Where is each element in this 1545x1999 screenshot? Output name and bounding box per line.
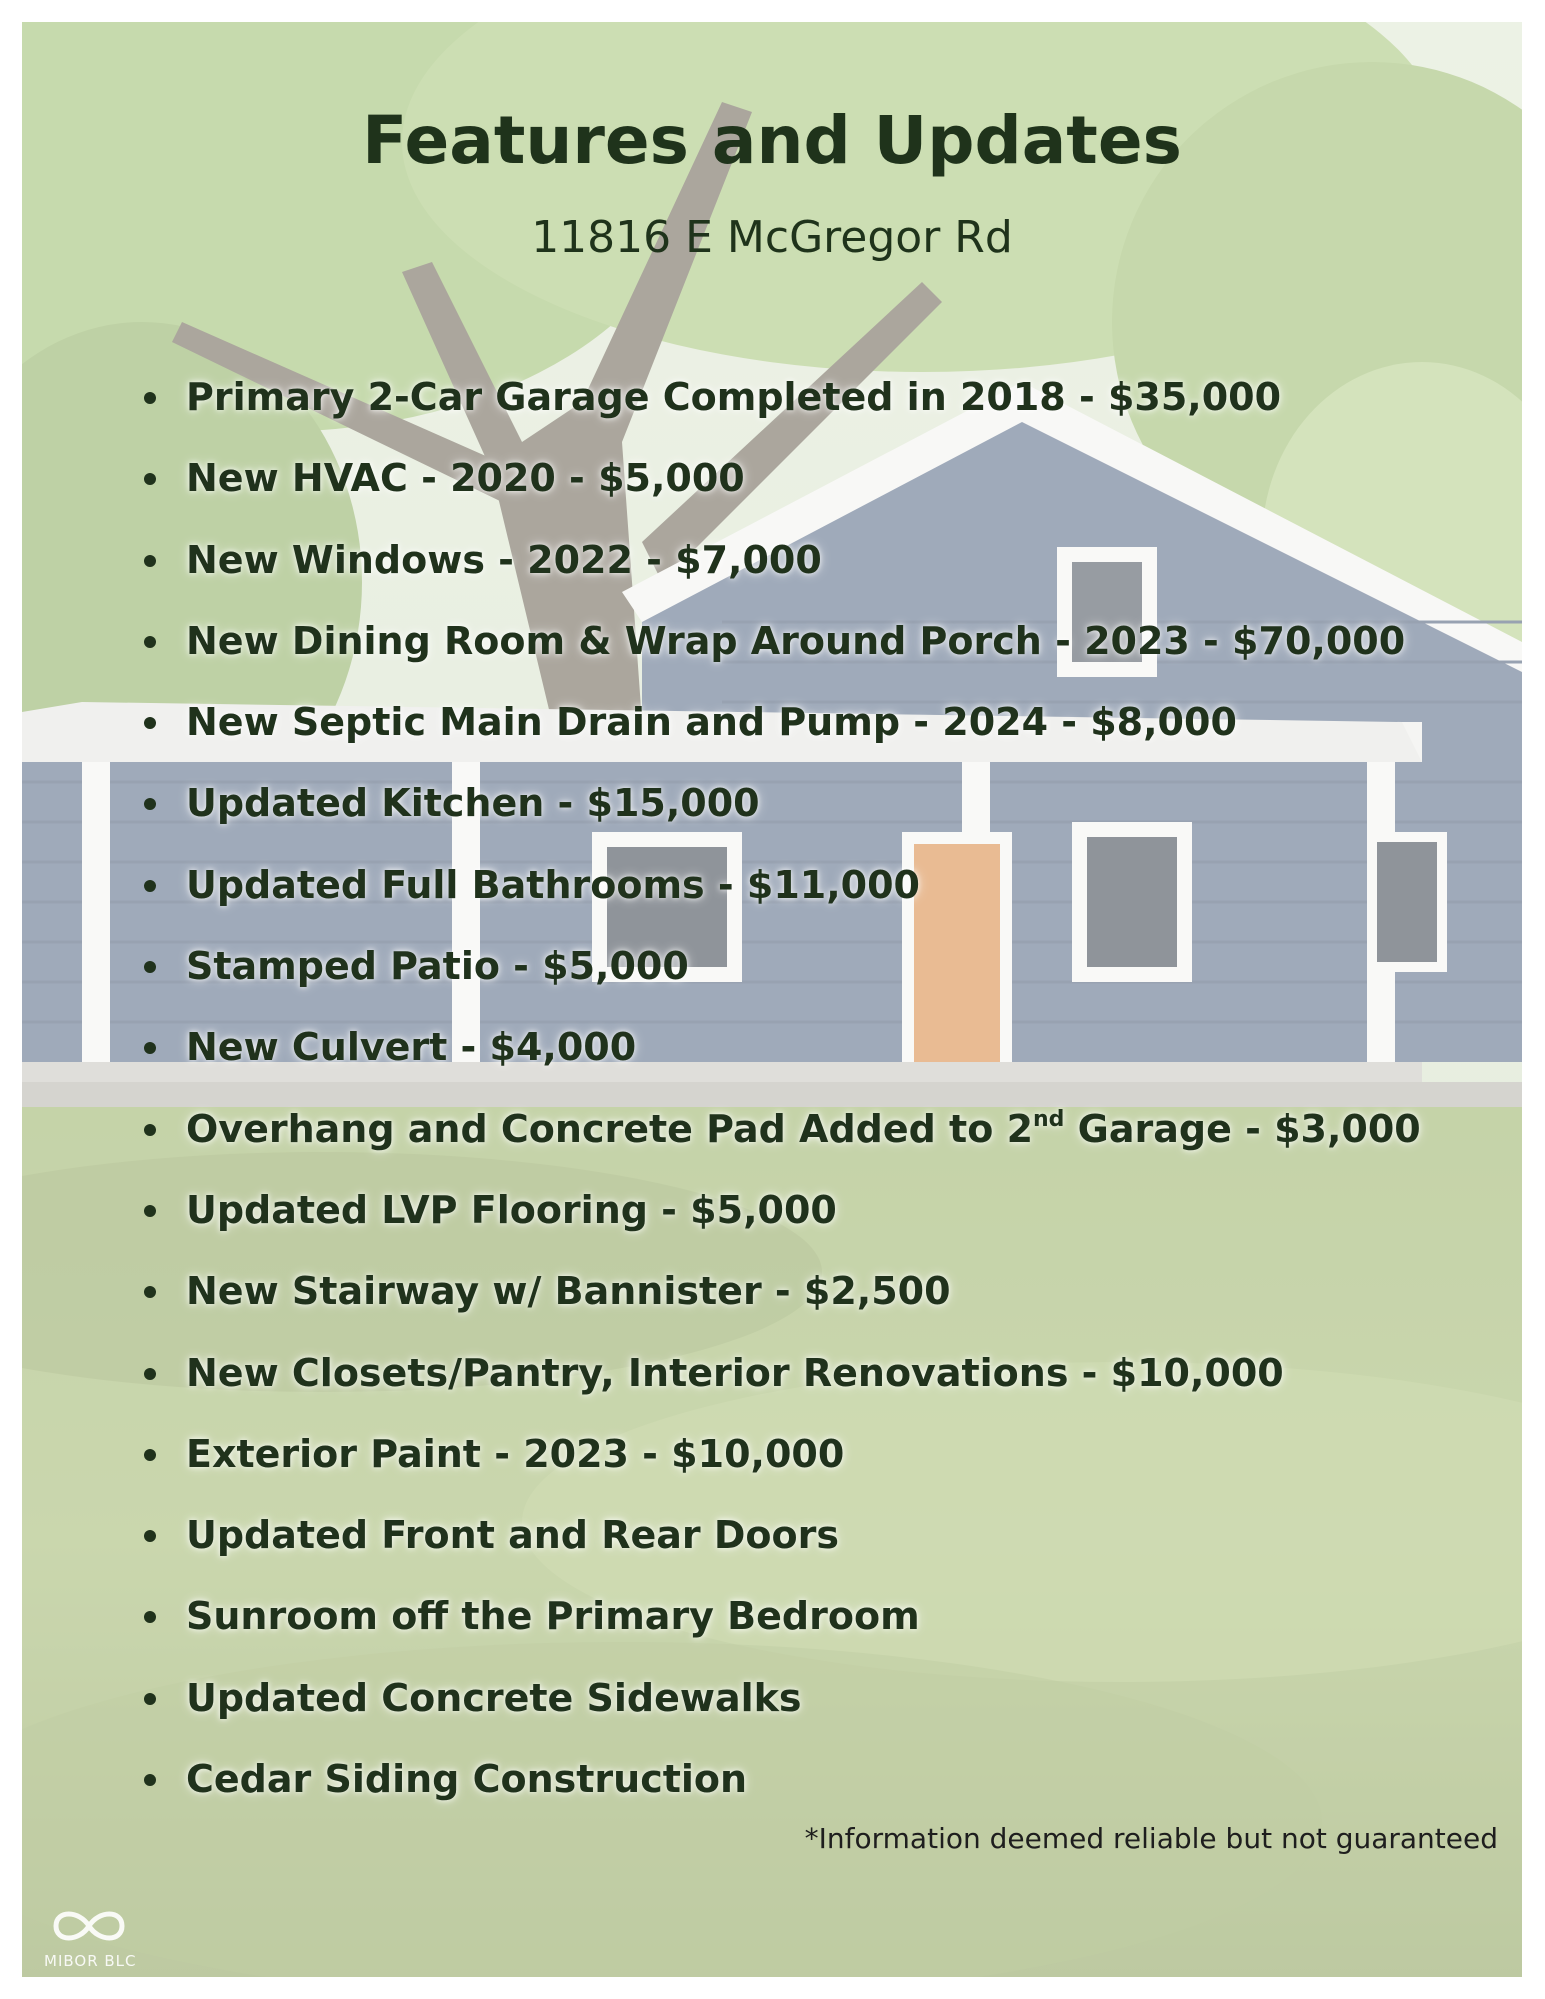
- feature-item: Updated Concrete Sidewalks: [122, 1658, 1502, 1739]
- feature-item: Cedar Siding Construction: [122, 1739, 1502, 1820]
- feature-item: Updated Front and Rear Doors: [122, 1495, 1502, 1576]
- bullet-icon: [144, 880, 156, 892]
- property-address: 11816 E McGregor Rd: [531, 212, 1013, 263]
- page-title: Features and Updates: [362, 102, 1182, 179]
- feature-item: New Septic Main Drain and Pump - 2024 - $8,000: [122, 682, 1502, 763]
- logo-text: MIBOR BLC: [44, 1952, 137, 1970]
- disclaimer-text: *Information deemed reliable but not guaranteed: [804, 1822, 1498, 1855]
- bullet-icon: [144, 798, 156, 810]
- bullet-icon: [144, 1774, 156, 1786]
- feature-item: Stamped Patio - $5,000: [122, 926, 1502, 1007]
- feature-item: Primary 2-Car Garage Completed in 2018 - $35,000: [122, 357, 1502, 438]
- feature-item-garage-overhang: Overhang and Concrete Pad Added to 2nd Garage - $3,000: [122, 1089, 1502, 1170]
- bullet-icon: [144, 473, 156, 485]
- bullet-icon: [144, 636, 156, 648]
- bullet-icon: [144, 1449, 156, 1461]
- bullet-icon: [144, 1530, 156, 1542]
- bullet-icon: [144, 961, 156, 973]
- feature-item: New Windows - 2022 - $7,000: [122, 520, 1502, 601]
- bullet-icon: [144, 1286, 156, 1298]
- feature-item: New Closets/Pantry, Interior Renovations - $10,000: [122, 1333, 1502, 1414]
- bullet-icon: [144, 392, 156, 404]
- bullet-icon: [144, 555, 156, 567]
- feature-item: New Culvert - $4,000: [122, 1007, 1502, 1088]
- bullet-icon: [144, 1205, 156, 1217]
- bullet-icon: [144, 1368, 156, 1380]
- mibor-logo: [44, 1902, 154, 1972]
- infinity-icon: [44, 1902, 134, 1950]
- feature-item: Sunroom off the Primary Bedroom: [122, 1576, 1502, 1657]
- features-list: [122, 357, 1502, 1820]
- bullet-icon: [144, 1042, 156, 1054]
- feature-item: Exterior Paint - 2023 - $10,000: [122, 1414, 1502, 1495]
- flyer-content: [22, 22, 1522, 1977]
- bullet-icon: [144, 1611, 156, 1623]
- bullet-icon: [144, 717, 156, 729]
- feature-item: Updated LVP Flooring - $5,000: [122, 1170, 1502, 1251]
- feature-item: New Dining Room & Wrap Around Porch - 2023 - $70,000: [122, 601, 1502, 682]
- feature-item: Updated Kitchen - $15,000: [122, 763, 1502, 844]
- feature-item: New Stairway w/ Bannister - $2,500: [122, 1251, 1502, 1332]
- feature-item: Updated Full Bathrooms - $11,000: [122, 845, 1502, 926]
- bullet-icon: [144, 1124, 156, 1136]
- feature-item: New HVAC - 2020 - $5,000: [122, 438, 1502, 519]
- bullet-icon: [144, 1693, 156, 1705]
